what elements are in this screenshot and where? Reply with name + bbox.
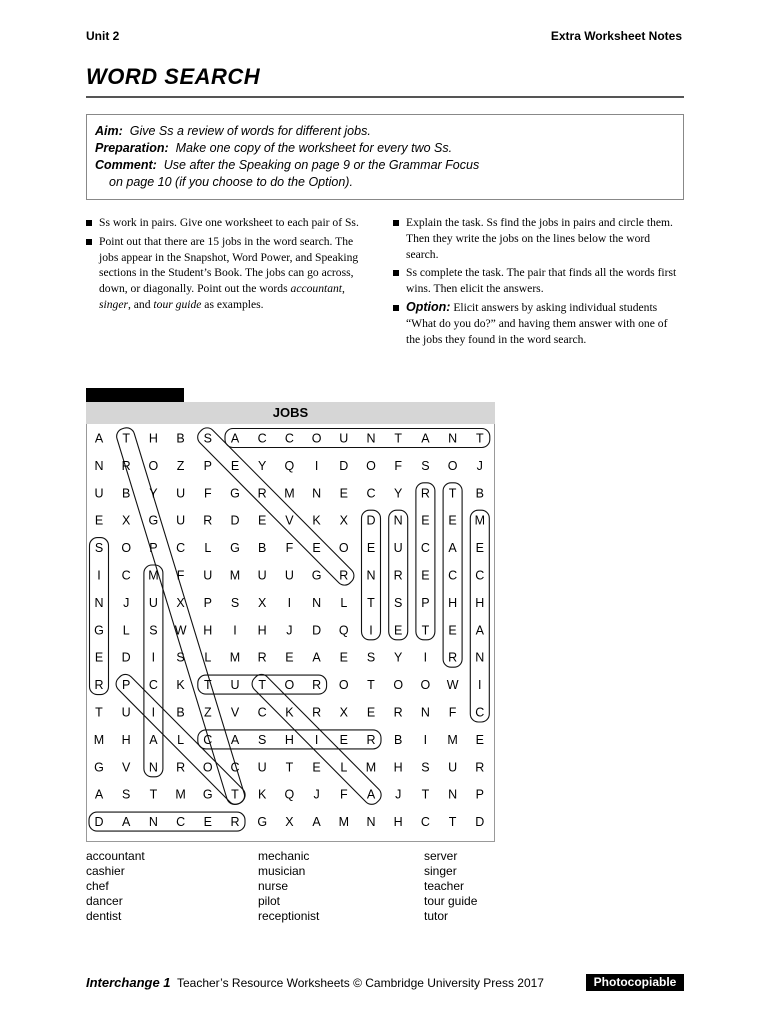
grid-letter: E (230, 458, 240, 473)
grid-letter: T (122, 431, 131, 446)
word-list-item: chef (86, 879, 109, 893)
grid-letter: Z (176, 458, 185, 473)
grid-letter: C (176, 541, 186, 556)
grid-letter: T (367, 678, 375, 693)
option-label: Option: (406, 299, 451, 314)
word-search-heading: JOBS (86, 402, 495, 424)
title-divider (86, 96, 684, 98)
grid-letter: I (151, 650, 156, 665)
grid-letter: S (394, 595, 403, 610)
grid-letter: C (230, 760, 240, 775)
grid-letter: Y (258, 458, 267, 473)
grid-letter: T (394, 431, 403, 446)
teacher-notes-box (86, 114, 684, 200)
bullet-explain-task: Explain the task. Ss find the jobs in pairs and circle them. Then they write the jobs on the lines below the word search. (393, 215, 684, 262)
aim-text: Give Ss a review of words for different jobs. (129, 124, 371, 138)
grid-letter: X (258, 595, 267, 610)
aim-line (95, 124, 371, 138)
grid-letter: G (230, 541, 240, 556)
grid-letter: O (366, 458, 376, 473)
grid-letter: T (421, 623, 430, 638)
grid-letter: D (230, 513, 240, 528)
option-text: Elicit answers by asking individual students “What do you do?” and having them answer with one of the jobs they found in the word search. (406, 300, 668, 346)
grid-letter: X (176, 595, 185, 610)
grid-letter: I (287, 595, 292, 610)
grid-letter: R (339, 568, 349, 583)
grid-letter: U (257, 760, 267, 775)
grid-letter: F (203, 486, 212, 501)
grid-letter: P (203, 595, 212, 610)
grid-letter: H (148, 431, 158, 446)
comment-continuation: on page 10 (if you choose to do the Option). (109, 175, 353, 189)
grid-letter: C (475, 568, 485, 583)
word-list-col-3 (424, 849, 477, 924)
grid-letter: N (366, 568, 376, 583)
grid-letter: H (393, 760, 403, 775)
grid-letter: N (393, 513, 403, 528)
grid-letter: M (365, 760, 377, 775)
grid-letter: N (148, 760, 158, 775)
grid-letter: T (231, 787, 239, 802)
grid-letter: T (448, 486, 457, 501)
grid-letter: B (258, 541, 267, 556)
grid-letter: H (393, 815, 403, 830)
word-list-col-1 (86, 849, 145, 924)
grid-letter: P (203, 458, 212, 473)
grid-letter: A (448, 541, 457, 556)
grid-letter: L (204, 541, 212, 556)
grid-letter: X (339, 513, 348, 528)
grid-letter: O (121, 541, 132, 556)
grid-letter: U (148, 595, 158, 610)
grid-letter: I (369, 623, 373, 638)
grid-letter: R (121, 458, 131, 473)
grid-letter: V (122, 760, 131, 775)
grid-letter: E (421, 568, 430, 583)
example-word-2: singer (99, 297, 128, 311)
grid-letter: J (395, 787, 402, 802)
grid-letter: M (338, 815, 350, 830)
grid-letter: P (475, 787, 484, 802)
grid-letter: I (423, 732, 428, 747)
grid-letter: M (229, 568, 241, 583)
worksheet-tab (86, 388, 184, 402)
grid-letter: E (366, 705, 376, 720)
grid-letter: D (366, 513, 376, 528)
grid-letter: N (312, 595, 322, 610)
word-list-item: accountant (86, 849, 145, 863)
grid-letter: V (230, 705, 240, 720)
grid-letter: E (366, 541, 376, 556)
grid-letter: V (285, 513, 294, 528)
grid-letter: T (285, 760, 294, 775)
bullet-complete-task: Ss complete the task. The pair that finds all the words first wins. Then elicit the answers. (393, 265, 684, 297)
word-list-item: cashier (86, 864, 125, 878)
grid-letter: S (421, 458, 430, 473)
grid-letter: G (202, 787, 213, 802)
grid-letter: W (446, 678, 459, 693)
grid-letter: C (148, 678, 158, 693)
grid-letter: B (176, 431, 185, 446)
grid-letter: O (338, 678, 349, 693)
grid-letter: S (258, 732, 267, 747)
grid-letter: M (284, 486, 295, 501)
instructions-left-column (86, 215, 368, 316)
grid-letter: R (257, 650, 267, 665)
grid-letter: I (478, 678, 482, 693)
grid-letter: O (148, 458, 159, 473)
grid-letter: C (257, 431, 267, 446)
grid-letter: R (393, 568, 403, 583)
grid-letter: E (421, 513, 430, 528)
grid-letter: F (176, 568, 185, 583)
grid-letter: S (176, 650, 185, 665)
grid-letter: E (339, 650, 348, 665)
grid-letter: N (312, 486, 322, 501)
bullet-point-out: Point out that there are 15 jobs in the word search. The jobs appear in the Snapshot, Word Power, and Speaking sections in the Student’s Book. The jobs can go across, down, or diagonally. Point out the words accountant, singer, and tour guide as examples. (86, 234, 368, 313)
comment-label: Comment: (95, 158, 157, 172)
word-list-item: dancer (86, 894, 123, 908)
grid-letter: C (257, 705, 267, 720)
grid-letter: I (314, 732, 319, 747)
grid-letter: K (312, 513, 321, 528)
example-word-1: accountant (290, 282, 343, 296)
grid-letter: Y (394, 486, 403, 501)
word-list-col-2 (258, 849, 319, 924)
grid-letter: L (177, 732, 185, 747)
grid-letter: M (229, 650, 241, 665)
grid-letter: I (314, 458, 319, 473)
grid-letter: K (285, 705, 294, 720)
grid-letter: T (149, 787, 158, 802)
grid-letter: M (175, 787, 186, 802)
grid-letter: N (94, 458, 104, 473)
grid-letter: X (122, 513, 131, 528)
grid-letter: T (203, 678, 212, 693)
grid-letter: M (474, 513, 486, 528)
bullet-pairs: Ss work in pairs. Give one worksheet to each pair of Ss. (86, 215, 368, 231)
grid-letter: A (230, 732, 240, 747)
instructions-right-column (393, 215, 684, 350)
grid-letter: A (94, 431, 104, 446)
bullet-option (393, 300, 684, 347)
grid-letter: O (447, 458, 458, 473)
photocopiable-badge: Photocopiable (586, 974, 684, 991)
grid-letter: C (176, 815, 186, 830)
grid-letter: H (203, 623, 213, 638)
grid-letter: H (121, 732, 131, 747)
grid-letter: J (123, 595, 130, 610)
grid-letter: R (312, 705, 322, 720)
word-list-item: server (424, 849, 458, 863)
grid-letter: B (176, 705, 185, 720)
grid-letter: C (420, 815, 430, 830)
grid-letter: U (230, 678, 240, 693)
grid-letter: E (94, 513, 104, 528)
grid-letter: Q (338, 623, 349, 638)
grid-letter: A (312, 650, 321, 665)
grid-letter: N (448, 787, 458, 802)
footer-credit (86, 975, 544, 990)
grid-letter: P (122, 678, 131, 693)
grid-letter: G (94, 760, 104, 775)
preparation-label: Preparation: (95, 141, 169, 155)
grid-letter: S (421, 760, 430, 775)
grid-letter: M (93, 732, 105, 747)
grid-letter: H (475, 595, 485, 610)
grid-letter: U (121, 705, 131, 720)
grid-letter: N (148, 815, 158, 830)
example-word-3: tour guide (153, 297, 202, 311)
grid-letter: N (475, 650, 485, 665)
grid-letter: Q (284, 458, 295, 473)
grid-letter: K (258, 787, 267, 802)
grid-letter: C (475, 705, 485, 720)
grid-letter: A (421, 431, 430, 446)
grid-letter: E (339, 486, 348, 501)
grid-letter: E (312, 541, 321, 556)
grid-letter: F (394, 458, 403, 473)
grid-letter: A (312, 815, 321, 830)
grid-letter: W (174, 623, 187, 638)
copyright-text: Teacher’s Resource Worksheets © Cambridge University Press 2017 (176, 976, 544, 990)
grid-letter: R (448, 650, 458, 665)
grid-letter: R (257, 486, 267, 501)
grid-letter: O (338, 541, 349, 556)
word-list-item: tutor (424, 909, 449, 923)
answer-outline (89, 812, 245, 831)
grid-letter: C (121, 568, 131, 583)
grid-letter: A (149, 732, 158, 747)
grid-letter: A (122, 815, 131, 830)
grid-letter: N (94, 595, 104, 610)
grid-letter: D (121, 650, 131, 665)
grid-letter: U (203, 568, 213, 583)
grid-letter: C (366, 486, 376, 501)
grid-letter: E (258, 513, 267, 528)
grid-letter: U (257, 568, 267, 583)
grid-letter: M (148, 568, 159, 583)
grid-letter: E (312, 760, 321, 775)
page-title: WORD SEARCH (86, 64, 261, 89)
grid-letter: H (284, 732, 294, 747)
grid-letter: U (284, 568, 294, 583)
grid-letter: E (448, 623, 457, 638)
grid-letter: O (393, 678, 404, 693)
grid-letter: B (122, 486, 131, 501)
grid-letter: T (421, 787, 430, 802)
grid-letter: E (394, 623, 403, 638)
grid-letter: U (176, 486, 186, 501)
grid-letter: P (421, 595, 430, 610)
grid-letter: D (94, 815, 104, 830)
grid-letter: N (366, 431, 376, 446)
grid-letter: Y (394, 650, 403, 665)
grid-letter: Z (203, 705, 212, 720)
grid-letter: F (285, 541, 294, 556)
grid-letter: Y (149, 486, 158, 501)
grid-letter: J (313, 787, 320, 802)
grid-letter: T (367, 595, 375, 610)
answer-outline (416, 483, 435, 640)
word-list-item: singer (424, 864, 457, 878)
grid-letter: I (423, 650, 428, 665)
grid-letter: L (204, 650, 212, 665)
grid-letter: U (393, 541, 403, 556)
word-search-grid (86, 424, 495, 840)
word-list-item: teacher (424, 879, 465, 893)
grid-letter: Q (284, 787, 295, 802)
unit-label: Unit 2 (86, 29, 120, 43)
grid-letter: E (448, 513, 457, 528)
grid-letter: L (340, 595, 348, 610)
grid-letter: R (475, 760, 485, 775)
aim-label: Aim: (95, 124, 123, 138)
grid-letter: R (393, 705, 403, 720)
grid-letter: E (285, 650, 294, 665)
grid-letter: O (311, 431, 322, 446)
grid-letter: J (476, 458, 483, 473)
grid-letter: N (420, 705, 430, 720)
grid-letter: X (285, 815, 294, 830)
grid-letter: G (311, 568, 322, 583)
grid-letter: L (340, 760, 348, 775)
grid-letter: A (366, 787, 376, 802)
grid-letter: D (475, 815, 485, 830)
grid-letter: C (203, 732, 213, 747)
grid-letter: H (257, 623, 267, 638)
grid-letter: E (339, 732, 348, 747)
answer-outline (194, 425, 357, 589)
grid-letter: I (233, 623, 237, 638)
word-list-item: receptionist (258, 909, 320, 923)
grid-letter: S (122, 787, 131, 802)
grid-letter: R (230, 815, 240, 830)
bullet-point-out-text: Point out that there are 15 jobs in the word search. The jobs appear in the Snapshot, Word Power, and Speaking sections in the Student’s Book. The jobs can go across, down, or diagonally. Point out the words (99, 234, 359, 296)
word-list-item: tour guide (424, 894, 478, 908)
grid-letter: G (230, 486, 240, 501)
grid-letter: E (475, 541, 484, 556)
grid-letter: O (420, 678, 431, 693)
grid-letter: H (448, 595, 458, 610)
grid-letter: T (258, 678, 267, 693)
answer-outline (90, 538, 109, 695)
grid-letter: F (448, 705, 457, 720)
word-list-item: musician (258, 864, 306, 878)
grid-letter: B (475, 486, 484, 501)
grid-letter: D (339, 458, 349, 473)
grid-letter: A (475, 623, 484, 638)
grid-letter: R (94, 678, 104, 693)
grid-letter: R (420, 486, 430, 501)
comment-text: Use after the Speaking on page 9 or the Grammar Focus (163, 158, 480, 172)
grid-letter: P (149, 541, 158, 556)
grid-letter: E (475, 732, 484, 747)
grid-letter: I (151, 705, 156, 720)
grid-letter: T (475, 431, 484, 446)
grid-letter: C (284, 431, 294, 446)
grid-letter: E (203, 815, 212, 830)
grid-letter: C (448, 568, 458, 583)
grid-letter: S (230, 595, 240, 610)
preparation-line (95, 141, 452, 155)
grid-letter: N (366, 815, 376, 830)
grid-letter: U (339, 431, 349, 446)
grid-letter: B (394, 732, 403, 747)
grid-letter: K (176, 678, 185, 693)
grid-letter: S (203, 431, 212, 446)
grid-letter: R (203, 513, 213, 528)
grid-letter: X (339, 705, 348, 720)
grid-letter: G (257, 815, 268, 830)
grid-letter: J (286, 623, 293, 638)
grid-letter: S (149, 623, 158, 638)
grid-letter: O (202, 760, 213, 775)
grid-letter: E (94, 650, 104, 665)
grid-letter: N (448, 431, 458, 446)
grid-letter: G (148, 513, 159, 528)
grid-letter: U (94, 486, 104, 501)
word-list-item: pilot (258, 894, 281, 908)
grid-letter: C (420, 541, 430, 556)
word-list-item: mechanic (258, 849, 310, 863)
series-name: Interchange 1 (86, 975, 171, 990)
grid-letter: M (447, 732, 458, 747)
grid-letter: O (284, 678, 295, 693)
grid-letter: T (95, 705, 103, 720)
section-label: Extra Worksheet Notes (550, 29, 682, 43)
grid-letter: S (366, 650, 376, 665)
comment-line (95, 158, 479, 172)
grid-letter: S (94, 541, 104, 556)
preparation-text: Make one copy of the worksheet for every two Ss. (175, 141, 453, 155)
word-list-item: dentist (86, 909, 122, 923)
word-list-item: nurse (258, 879, 289, 893)
grid-letter: A (94, 787, 104, 802)
grid-letter: I (97, 568, 101, 583)
grid-letter: R (366, 732, 376, 747)
grid-letter: D (312, 623, 322, 638)
grid-letter: T (448, 815, 457, 830)
grid-letter: L (122, 623, 130, 638)
grid-letter: F (339, 787, 348, 802)
grid-letter: R (176, 760, 186, 775)
grid-letter: U (176, 513, 186, 528)
grid-letter: A (230, 431, 240, 446)
grid-letter: U (448, 760, 458, 775)
grid-letter: R (312, 678, 322, 693)
grid-letter: G (94, 623, 104, 638)
